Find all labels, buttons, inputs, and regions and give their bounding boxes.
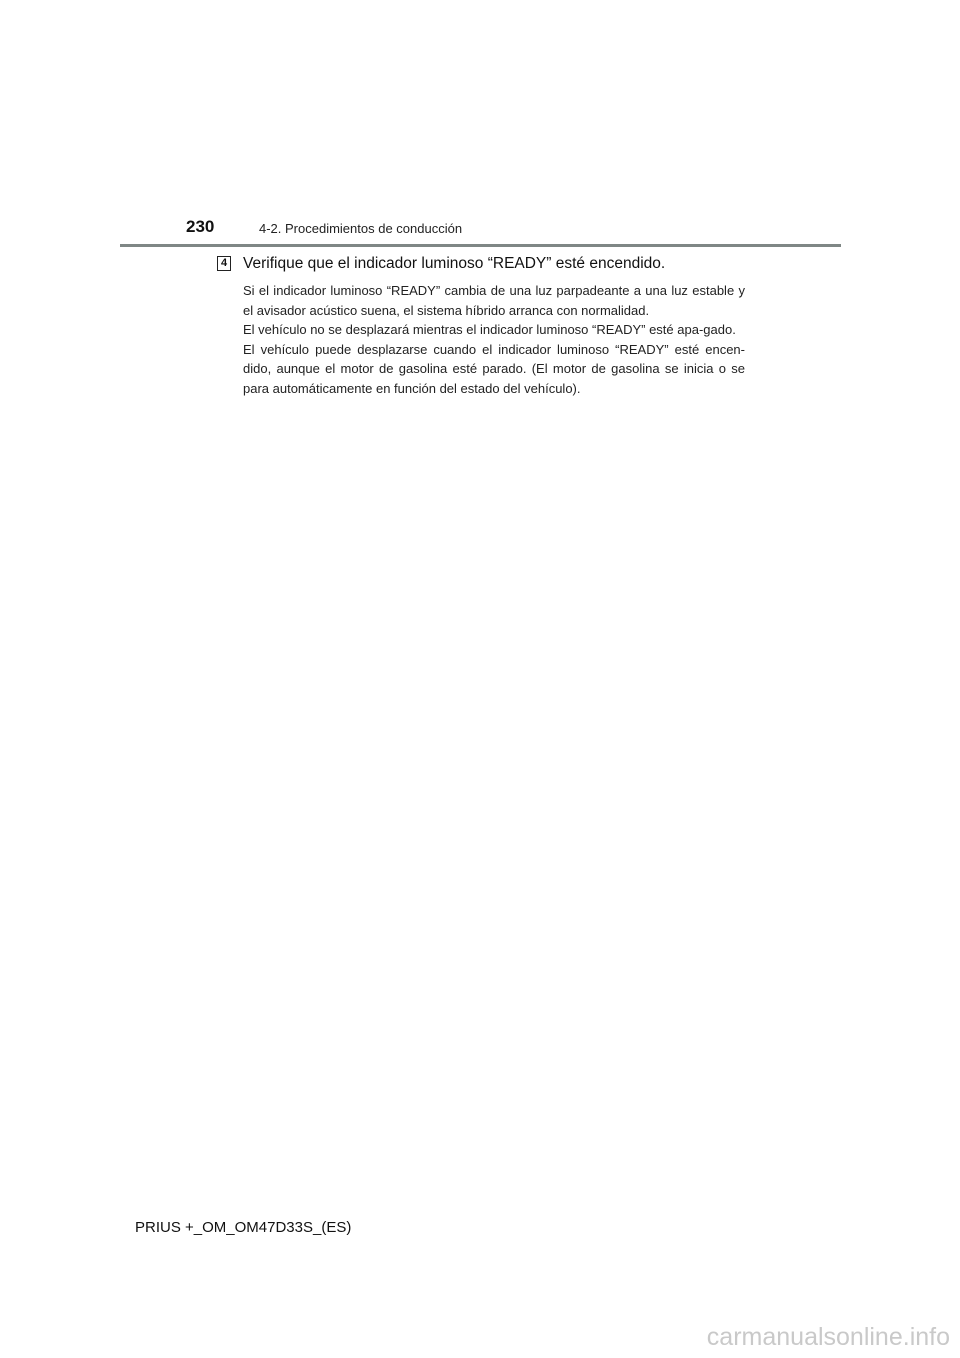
document-code: PRIUS +_OM_OM47D33S_(ES) bbox=[135, 1219, 352, 1236]
header-divider bbox=[120, 244, 841, 247]
step-paragraph: Si el indicador luminoso “READY” cambia de una luz parpadeante a una luz estable y el avisador acústico suena, el sistema híbrido arranca con normalidad. bbox=[243, 283, 745, 318]
step-paragraph: El vehículo no se desplazará mientras el indicador luminoso “READY” esté apa-gado. bbox=[243, 322, 736, 337]
step-paragraph: El vehículo puede desplazarse cuando el indicador luminoso “READY” esté encen-dido, aunque el motor de gasolina esté parado. (El motor de gasolina se inicia o se para automáticamente en función del estado del vehículo). bbox=[243, 341, 745, 396]
page-number: 230 bbox=[186, 217, 215, 236]
step-number-badge: 4 bbox=[217, 256, 231, 271]
watermark: carmanualsonline.info bbox=[706, 1323, 950, 1351]
step-body bbox=[243, 281, 745, 398]
step-heading: Verifique que el indicador luminoso “READY” esté encendido. bbox=[243, 255, 666, 272]
section-title: 4-2. Procedimientos de conducción bbox=[259, 221, 463, 236]
